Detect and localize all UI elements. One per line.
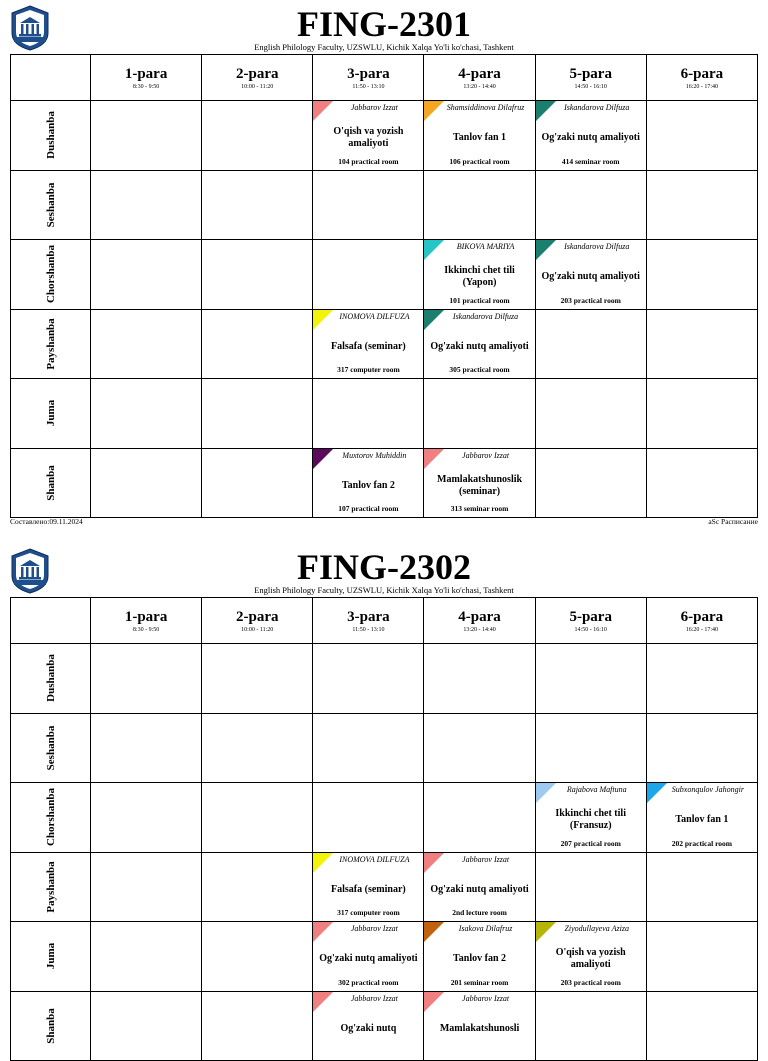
timetable-cell (202, 713, 313, 783)
lesson-card[interactable] (424, 101, 534, 170)
day-row (11, 309, 758, 379)
timetable-cell (202, 644, 313, 714)
timetable-cell (91, 852, 202, 922)
period-name: 6-para (680, 608, 724, 625)
lesson-teacher: Iskandarova Dilfuza (564, 103, 630, 112)
lesson-teacher: Rajabova Maftuna (566, 785, 627, 794)
day-cell (11, 170, 91, 240)
period-name: 5-para (569, 608, 612, 625)
sheet-subtitle: English Philology Faculty, UZSWLU, Kichik Xalqa Yo'li ko'chasi, Tashkent (254, 585, 514, 595)
day-label: Dushanba (44, 654, 57, 703)
day-cell (11, 448, 91, 518)
timetable-cell (202, 448, 313, 518)
day-row (11, 713, 758, 783)
period-time: 11:50 - 13:10 (352, 83, 385, 90)
lesson-card[interactable] (424, 992, 534, 1061)
corner-cell (11, 55, 91, 101)
timetable-cell (646, 309, 757, 379)
lesson-teacher: Jabbarov Izzat (350, 924, 398, 933)
lesson-teacher: Jabbarov Izzat (350, 103, 398, 112)
lesson-card[interactable] (424, 853, 534, 922)
timetable-cell (91, 240, 202, 310)
period-header (313, 598, 424, 644)
lesson-card[interactable] (536, 240, 646, 309)
corner-cell (11, 598, 91, 644)
lesson-cell[interactable] (424, 922, 535, 992)
lesson-cell[interactable] (535, 101, 646, 171)
lesson-cell[interactable] (535, 240, 646, 310)
lesson-room: 201 seminar room (450, 977, 509, 987)
lesson-subject: Ikkinchi chet tili (Fransuz) (555, 808, 626, 831)
lesson-subject: Mamlakatshunosli (439, 1022, 520, 1034)
day-cell (11, 101, 91, 171)
header-row (11, 598, 758, 644)
timetable-cell (535, 991, 646, 1061)
period-name: 3-para (347, 608, 390, 625)
timetable-cell (646, 922, 757, 992)
lesson-room: 107 practical room (338, 504, 399, 513)
lesson-teacher: Jabbarov Izzat (462, 854, 510, 864)
period-header (202, 55, 313, 101)
period-time: 13:20 - 14:40 (463, 83, 496, 90)
lesson-cell[interactable] (424, 448, 535, 518)
day-cell (11, 922, 91, 992)
lesson-subject: Og'zaki nutq amaliyoti (430, 340, 529, 352)
lesson-cell[interactable] (535, 922, 646, 992)
period-header (313, 55, 424, 101)
day-label: Juma (44, 400, 57, 427)
timetable-cell (91, 101, 202, 171)
period-header (202, 598, 313, 644)
period-time: 13:20 - 14:40 (463, 626, 496, 633)
lesson-cell[interactable] (424, 991, 535, 1061)
timetable-cell (424, 379, 535, 449)
timetable-cell (91, 379, 202, 449)
day-cell (11, 309, 91, 379)
lesson-teacher: Muxtorov Muhiddin (342, 450, 407, 460)
lesson-room: 203 practical room (560, 977, 621, 987)
lesson-teacher: INOMOVA DILFUZA (339, 311, 410, 321)
timetable-cell (202, 379, 313, 449)
lesson-cell[interactable] (313, 991, 424, 1061)
day-row (11, 379, 758, 449)
lesson-room: 101 practical room (449, 295, 510, 305)
timetable-cell (202, 101, 313, 171)
lesson-subject: Ikkinchi chet tili (Yapon) (444, 265, 515, 288)
timetable-cell (646, 991, 757, 1061)
period-name: 6-para (680, 65, 724, 82)
day-label: Payshanba (44, 861, 57, 913)
period-name: 2-para (235, 65, 279, 82)
day-row (11, 922, 758, 992)
lesson-teacher: Shamsiddinova Dilafruz (446, 103, 525, 112)
timetable-cell (91, 644, 202, 714)
day-row (11, 448, 758, 518)
header-row (11, 55, 758, 101)
period-name: 4-para (458, 608, 501, 625)
period-name: 4-para (458, 65, 501, 82)
lesson-card[interactable] (536, 783, 646, 852)
timetable-cell (313, 783, 424, 853)
timetable-cell (646, 170, 757, 240)
period-name: 2-para (235, 608, 279, 625)
lesson-subject: O'qish va yozish amaliyoti (333, 126, 404, 149)
day-cell (11, 991, 91, 1061)
lesson-cell[interactable] (313, 922, 424, 992)
timetable-cell (202, 240, 313, 310)
lesson-subject: Falsafa (seminar) (331, 883, 406, 895)
lesson-room: 317 computer room (337, 365, 400, 374)
lesson-subject: Tanlov fan 1 (675, 814, 729, 825)
lesson-card[interactable] (313, 101, 423, 170)
period-name: 1-para (124, 608, 168, 625)
period-time: 16:20 - 17:40 (685, 83, 719, 90)
period-name: 3-para (347, 65, 390, 82)
lesson-subject: Og'zaki nutq amaliyoti (319, 953, 418, 964)
lesson-card[interactable] (424, 449, 534, 518)
timetable-cell (535, 644, 646, 714)
lesson-cell[interactable] (424, 309, 535, 379)
timetable-cell (202, 922, 313, 992)
day-cell (11, 783, 91, 853)
lesson-subject: Og'zaki nutq amaliyoti (541, 271, 640, 282)
timetable-cell (313, 644, 424, 714)
lesson-room: 414 seminar room (561, 156, 620, 166)
lesson-cell[interactable] (313, 852, 424, 922)
footer-created-date: Составлено:09.11.2024 (10, 517, 83, 526)
timetable-cell (646, 852, 757, 922)
timetable-cell (91, 170, 202, 240)
footer-generator: aSc Расписание (708, 517, 758, 526)
lesson-teacher: Jabbarov Izzat (350, 993, 398, 1003)
period-header (535, 55, 646, 101)
lesson-cell[interactable] (535, 783, 646, 853)
day-row (11, 101, 758, 171)
sheet-title: FING-2302 (297, 547, 471, 587)
lesson-card[interactable] (313, 992, 423, 1061)
lesson-teacher: Subxonqulov Jahongir (671, 785, 744, 794)
lesson-room: 305 practical room (449, 365, 510, 374)
timetable-cell (91, 448, 202, 518)
period-time: 14:50 - 16:10 (574, 83, 607, 90)
timetable-cell (646, 644, 757, 714)
day-row (11, 644, 758, 714)
day-row (11, 852, 758, 922)
timetable-cell (313, 170, 424, 240)
day-row (11, 170, 758, 240)
lesson-teacher: Iskandarova Dilfuza (564, 242, 630, 251)
timetable-cell (535, 448, 646, 518)
lesson-subject: O'qish va yozish amaliyoti (555, 947, 626, 970)
lesson-card[interactable] (424, 922, 534, 991)
lesson-card[interactable] (313, 310, 423, 379)
timetable-cell (91, 309, 202, 379)
lesson-cell[interactable] (646, 783, 757, 853)
lesson-card[interactable] (424, 310, 534, 379)
timetable-cell (646, 448, 757, 518)
sheet-title: FING-2301 (297, 4, 471, 44)
day-cell (11, 379, 91, 449)
timetable-cell (535, 379, 646, 449)
lesson-teacher: Jabbarov Izzat (462, 993, 510, 1003)
period-name: 1-para (124, 65, 168, 82)
period-time: 16:20 - 17:40 (685, 626, 719, 633)
day-label: Juma (44, 943, 57, 970)
lesson-subject: Falsafa (seminar) (331, 340, 406, 352)
timetable-cell (202, 783, 313, 853)
day-label: Seshanba (44, 182, 57, 228)
timetable-cell (313, 713, 424, 783)
day-row (11, 783, 758, 853)
lesson-teacher: INOMOVA DILFUZA (339, 854, 410, 864)
lesson-room: 104 practical room (338, 156, 399, 166)
timetable-cell (424, 783, 535, 853)
period-time: 14:50 - 16:10 (574, 626, 607, 633)
timetable-cell (535, 309, 646, 379)
lesson-teacher: Isakova Dilafruz (458, 924, 513, 933)
timetable-cell (424, 644, 535, 714)
period-time: 10:00 - 11:20 (241, 83, 274, 90)
period-header (424, 55, 535, 101)
period-header (91, 55, 202, 101)
lesson-room: 106 practical room (449, 156, 510, 166)
lesson-teacher: Ziyodullayeva Aziza (564, 924, 629, 933)
timetable-cell (91, 991, 202, 1061)
lesson-card[interactable] (536, 101, 646, 170)
lesson-teacher: BIKOVA MARIYA (456, 242, 515, 251)
period-header (646, 55, 757, 101)
lesson-teacher: Iskandarova Dilfuza (452, 311, 519, 321)
day-label: Seshanba (44, 725, 57, 771)
sheet-subtitle: English Philology Faculty, UZSWLU, Kichik Xalqa Yo'li ko'chasi, Tashkent (254, 42, 514, 52)
day-cell (11, 713, 91, 783)
lesson-cell[interactable] (424, 240, 535, 310)
day-label: Chorshanba (44, 788, 57, 847)
day-row (11, 991, 758, 1061)
day-cell (11, 240, 91, 310)
timetable-grid (10, 54, 758, 518)
period-header (91, 598, 202, 644)
lesson-card[interactable] (536, 922, 646, 991)
period-header (424, 598, 535, 644)
lesson-card[interactable] (424, 240, 534, 309)
timetable-cell (646, 379, 757, 449)
lesson-teacher: Jabbarov Izzat (462, 450, 510, 460)
timetable-cell (424, 713, 535, 783)
timetable-cell (646, 101, 757, 171)
timetable-cell (535, 852, 646, 922)
timetable-grid (10, 597, 758, 1061)
timetable-cell (91, 783, 202, 853)
timetable-cell (202, 852, 313, 922)
timetable-cell (91, 922, 202, 992)
lesson-room: 302 practical room (338, 977, 399, 987)
lesson-cell[interactable] (424, 101, 535, 171)
period-time: 10:00 - 11:20 (241, 626, 274, 633)
day-cell (11, 852, 91, 922)
lesson-card[interactable] (647, 783, 757, 852)
day-row (11, 240, 758, 310)
timetable-cell (313, 240, 424, 310)
lesson-subject: Og'zaki nutq (340, 1022, 397, 1034)
timetable-cell (91, 713, 202, 783)
timetable-cell (646, 240, 757, 310)
day-cell (11, 644, 91, 714)
lesson-cell[interactable] (313, 101, 424, 171)
day-label: Dushanba (44, 111, 57, 160)
lesson-subject: Og'zaki nutq amaliyoti (430, 883, 529, 895)
lesson-room: 202 practical room (671, 838, 733, 848)
lesson-room: 313 seminar room (450, 504, 509, 513)
period-header (535, 598, 646, 644)
lesson-cell[interactable] (313, 448, 424, 518)
period-name: 5-para (569, 65, 612, 82)
lesson-room: 317 computer room (337, 908, 400, 917)
period-time: 11:50 - 13:10 (352, 626, 385, 633)
timetable-cell (202, 309, 313, 379)
timetable-cell (535, 170, 646, 240)
timetable-cell (424, 170, 535, 240)
lesson-subject: Tanlov fan 1 (453, 132, 507, 143)
lesson-subject: Tanlov fan 2 (341, 479, 395, 491)
period-header (646, 598, 757, 644)
lesson-subject: Mamlakatshunoslik (seminar) (437, 473, 523, 497)
period-time: 8:30 - 9:50 (132, 83, 160, 90)
lesson-subject: Og'zaki nutq amaliyoti (541, 132, 640, 143)
timetable-cell (646, 713, 757, 783)
period-time: 8:30 - 9:50 (132, 626, 160, 633)
day-label: Payshanba (44, 318, 57, 370)
lesson-subject: Tanlov fan 2 (453, 953, 507, 964)
lesson-card[interactable] (313, 922, 423, 991)
lesson-card[interactable] (313, 449, 423, 518)
timetable-cell (202, 170, 313, 240)
day-label: Shanba (44, 1008, 57, 1044)
day-label: Shanba (44, 465, 57, 501)
lesson-room: 2nd lecture room (452, 908, 507, 917)
lesson-room: 207 practical room (560, 838, 621, 848)
lesson-cell[interactable] (424, 852, 535, 922)
day-label: Chorshanba (44, 245, 57, 304)
timetable-cell (313, 379, 424, 449)
lesson-cell[interactable] (313, 309, 424, 379)
timetable-cell (202, 991, 313, 1061)
lesson-room: 203 practical room (560, 295, 621, 305)
lesson-card[interactable] (313, 853, 423, 922)
timetable-cell (535, 713, 646, 783)
